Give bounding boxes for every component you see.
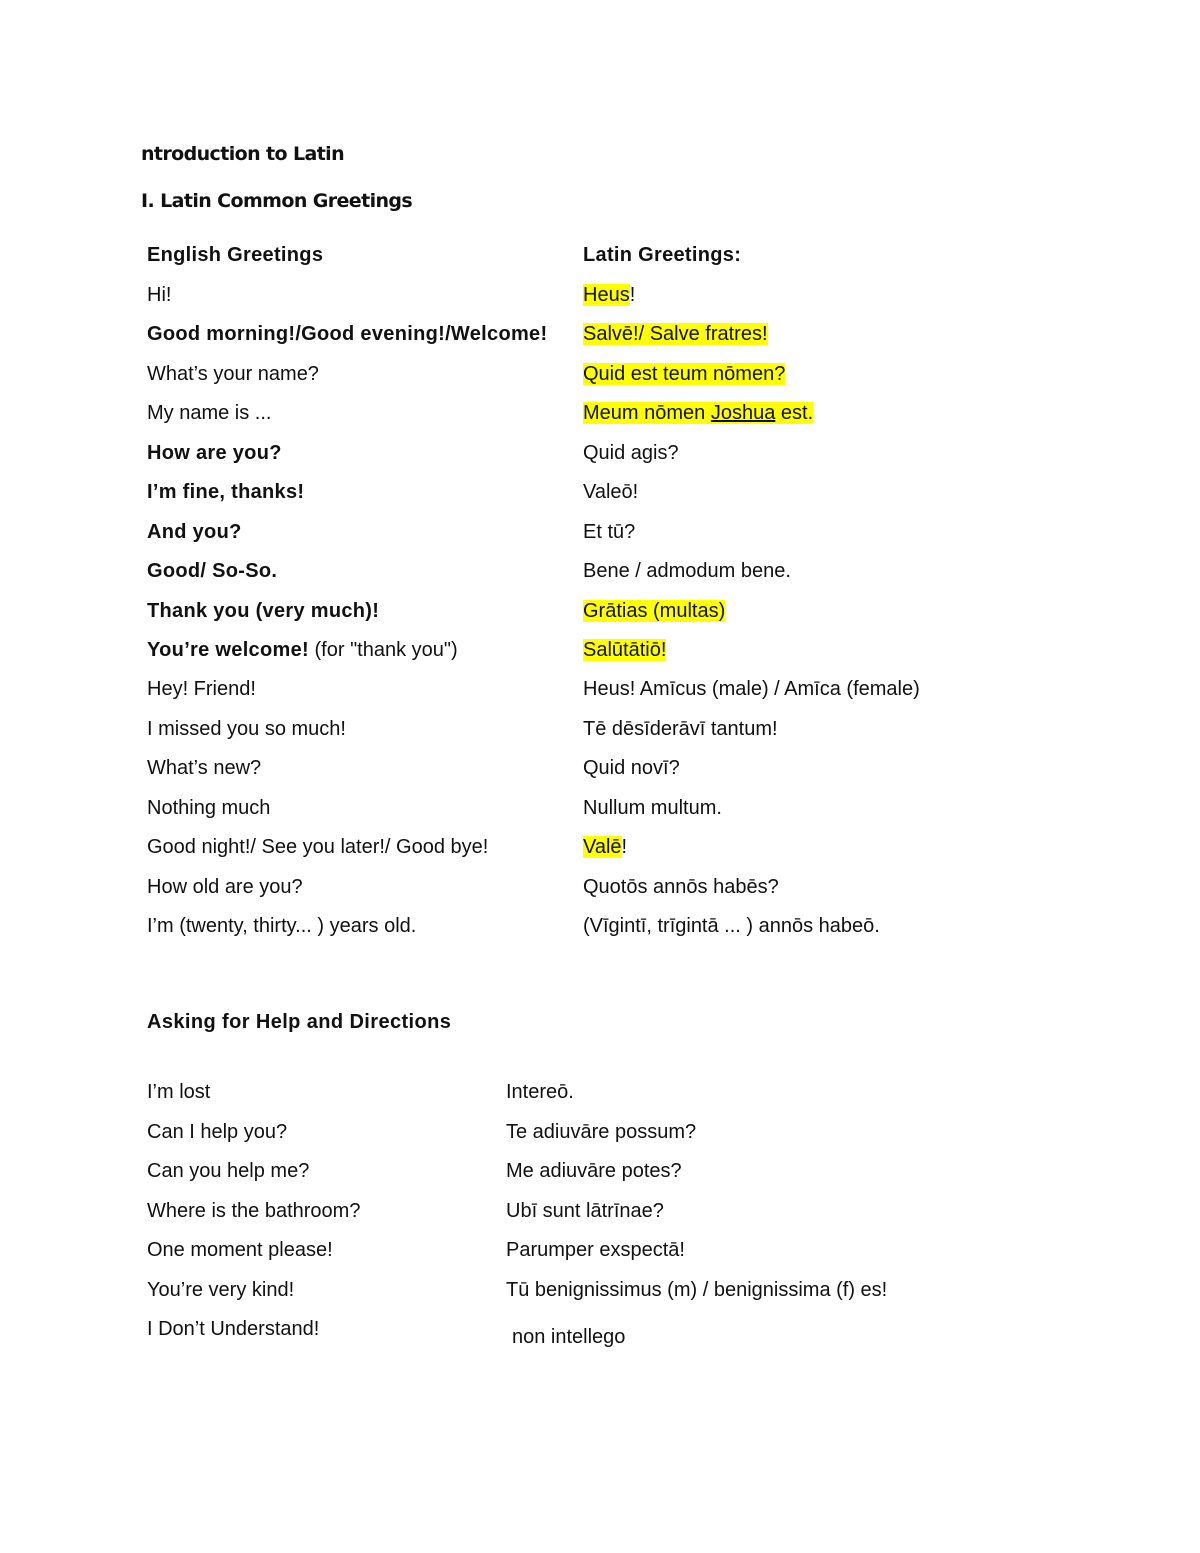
greeting-english: How are you? [147,442,282,464]
greeting-latin: (Vīgintī, trīgintā ... ) annōs habeō. [583,915,880,937]
name-placeholder: Joshua [710,402,776,424]
greeting-english: My name is ... [147,402,272,424]
document-title: ntroduction to Latin [141,143,345,165]
highlighted-text: Salūtātiō! [583,639,667,661]
phrase-latin: non intellego [512,1326,626,1348]
greeting-latin [583,599,725,623]
greeting-latin: Quid agis? [583,442,679,464]
greeting-latin: Nullum multum. [583,797,722,819]
phrase-latin: Te adiuvāre possum? [506,1121,697,1143]
greeting-english: And you? [147,521,242,543]
greeting-latin [583,322,768,346]
greeting-english: Good/ So-So. [147,560,278,582]
greeting-english: Nothing much [147,797,271,819]
greeting-english: I missed you so much! [147,718,346,740]
greeting-latin: Et tū? [583,521,636,543]
column-header-latin: Latin Greetings: [583,244,742,266]
greeting-latin: Valē! [583,836,628,858]
greeting-english: What’s new? [147,757,262,779]
phrase-latin: Ubī sunt lātrīnae? [506,1200,664,1222]
phrase-english: One moment please! [147,1239,333,1261]
phrase-english: You’re very kind! [147,1279,295,1301]
section-heading-greetings: I. Latin Common Greetings [141,190,413,212]
phrase-english: Where is the bathroom? [147,1200,361,1222]
phrase-latin: Tū benignissimus (m) / benignissima (f) es! [506,1279,888,1301]
greeting-english: Good night!/ See you later!/ Good bye! [147,836,489,858]
greeting-english: What’s your name? [147,363,319,385]
highlighted-text: Salvē!/ Salve fratres! [583,323,768,345]
greeting-latin [583,401,813,425]
greeting-latin: Heus! Amīcus (male) / Amīca (female) [583,678,920,700]
usage-note: (for "thank you") [308,639,458,661]
greeting-english: Thank you (very much)! [147,600,380,622]
phrase-latin: Intereō. [506,1081,574,1103]
highlighted-text: Valē [583,836,622,858]
greeting-english: I’m fine, thanks! [147,481,305,503]
column-header-english: English Greetings [147,244,324,266]
phrase-english: I Don’t Understand! [147,1318,320,1340]
greeting-latin: Heus! [583,284,636,306]
phrase-latin: Me adiuvāre potes? [506,1160,682,1182]
greeting-latin [583,638,666,662]
phrase-latin: Parumper exspectā! [506,1239,685,1261]
greeting-latin [583,362,785,386]
greeting-english: Hi! [147,284,172,306]
greeting-english: I’m (twenty, thirty... ) years old. [147,915,417,937]
greeting-english: You’re welcome! (for "thank you") [147,639,458,661]
highlighted-text: Quid est teum nōmen? [583,363,786,385]
section-heading-help: Asking for Help and Directions [147,1011,452,1033]
phrase-english: I’m lost [147,1081,211,1103]
greeting-english: Good morning!/Good evening!/Welcome! [147,323,548,345]
highlighted-text: Grātias (multas) [583,600,726,622]
greeting-english: Hey! Friend! [147,678,256,700]
greeting-latin: Bene / admodum bene. [583,560,791,582]
greeting-english: How old are you? [147,876,303,898]
highlighted-text: Heus [583,284,630,306]
greeting-latin: Valeō! [583,481,639,503]
phrase-english: Can I help you? [147,1121,288,1143]
phrase-english: Can you help me? [147,1160,310,1182]
greeting-latin: Quotōs annōs habēs? [583,876,779,898]
greeting-latin: Tē dēsīderāvī tantum! [583,718,778,740]
greeting-latin: Quid novī? [583,757,680,779]
highlighted-text: Meum nōmen Joshua est. [583,402,814,424]
